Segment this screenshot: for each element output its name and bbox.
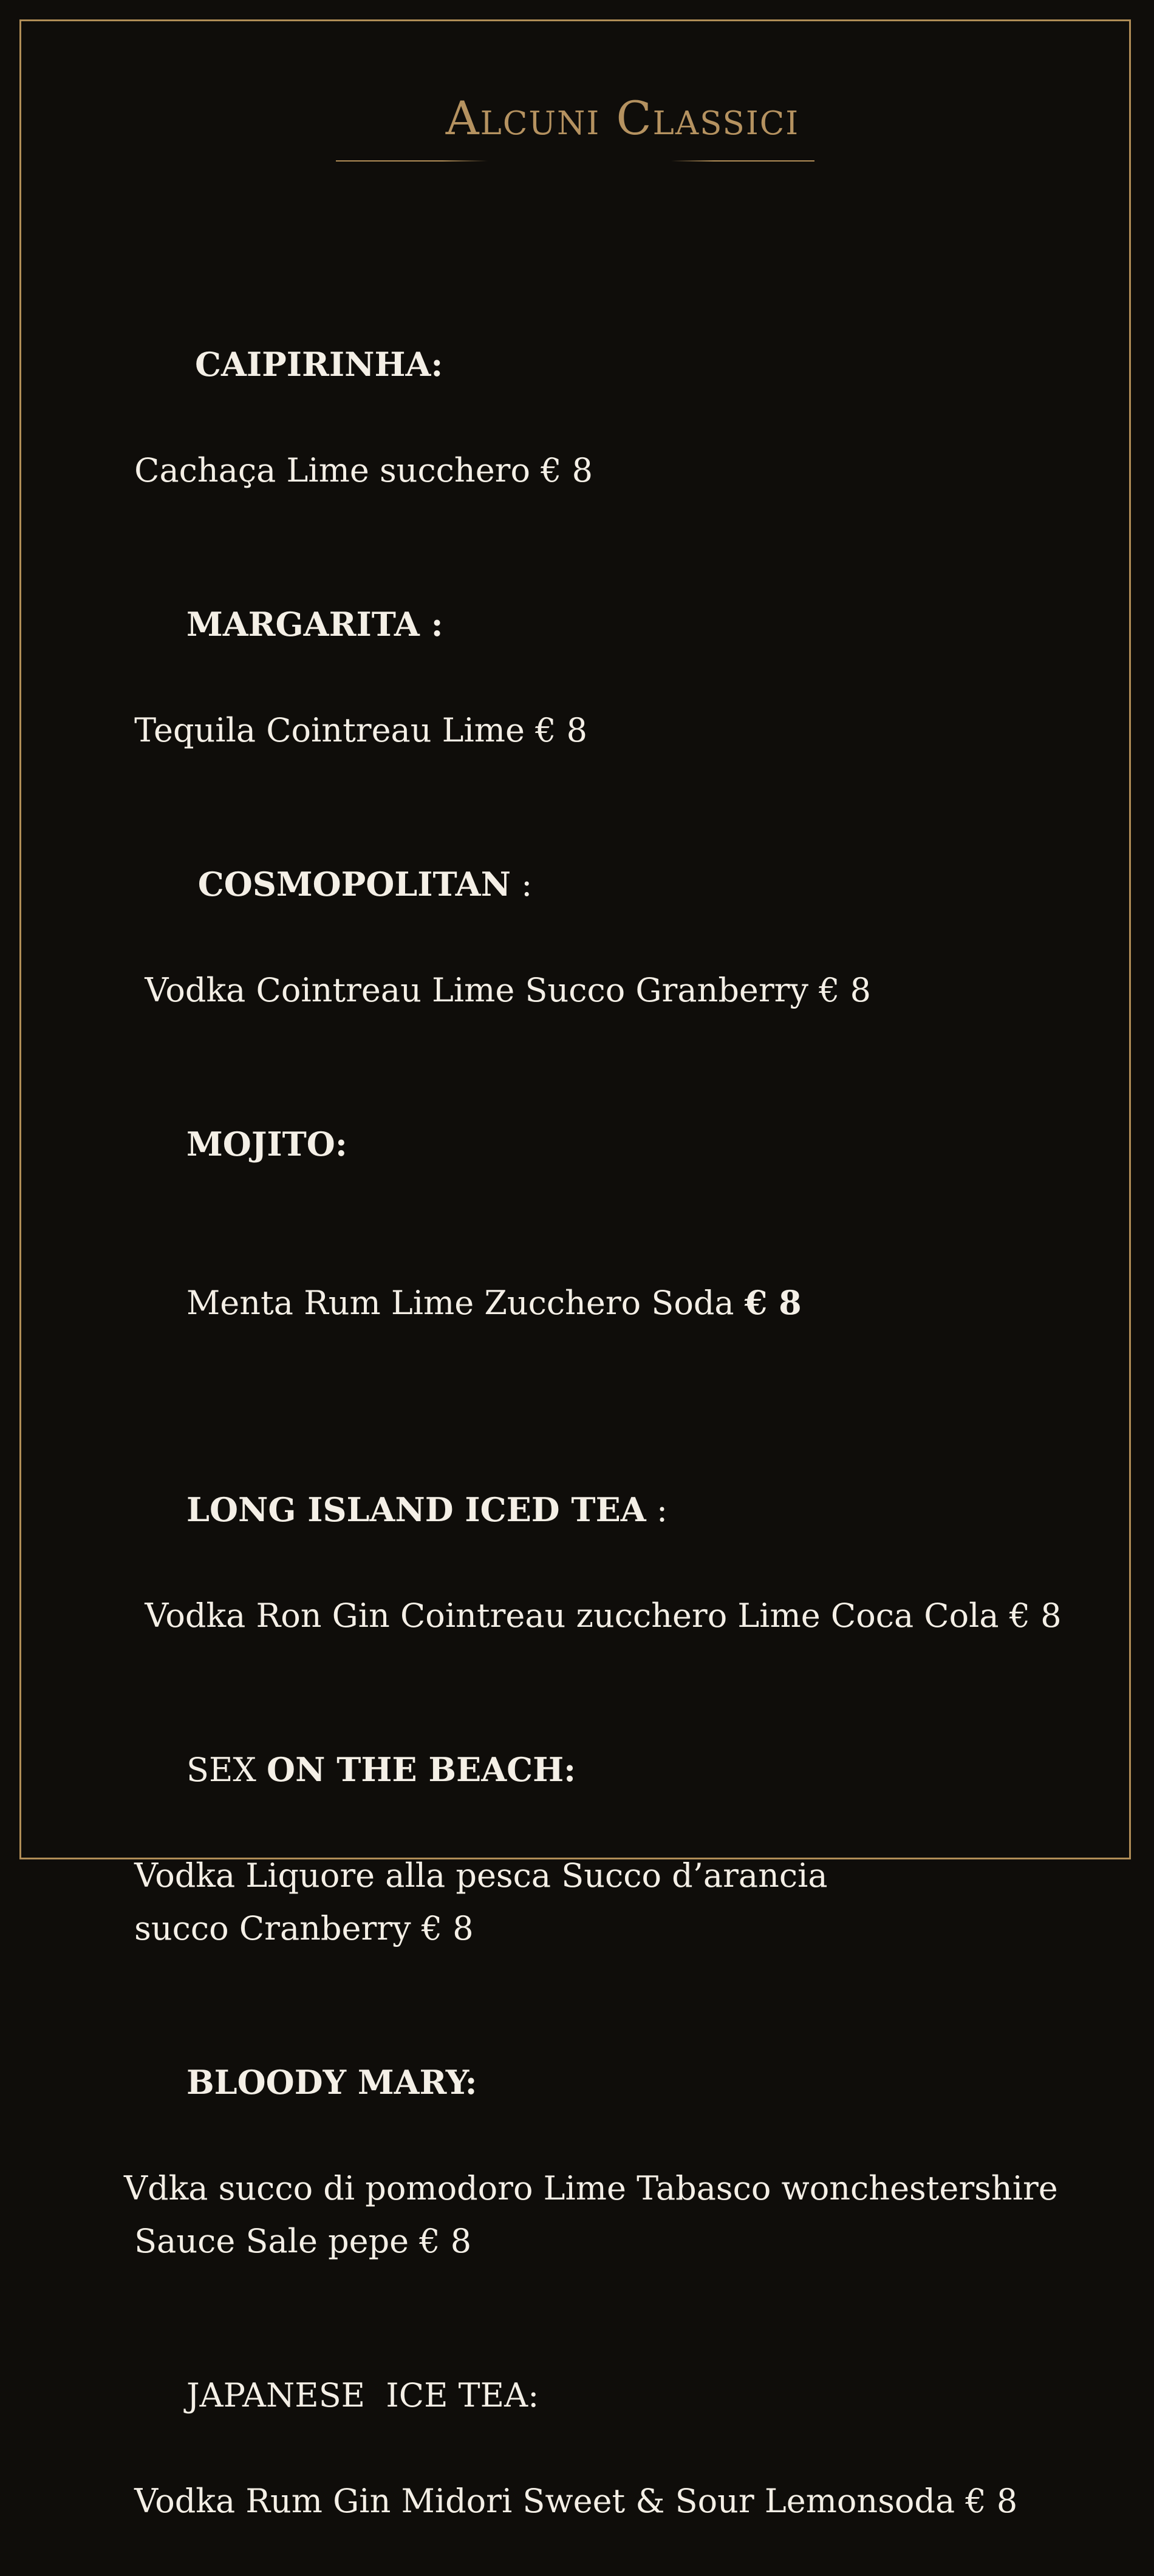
item-name: COSMOPOLITAN <box>186 865 511 904</box>
menu-item-mojito <box>124 1065 1047 1382</box>
item-description-line2: succo Cranberry € 8 <box>124 1909 474 1947</box>
item-description: Vodka Rum Gin Midori Sweet & Sour Lemonsoda € 8 <box>124 2482 1018 2520</box>
item-description: Vodka Ron Gin Cointreau zucchero Lime Coca Cola € 8 <box>124 1596 1062 1635</box>
item-name: BLOODY MARY: <box>186 2063 477 2102</box>
menu-item-margarita <box>124 545 1047 757</box>
title-divider-left <box>336 160 488 162</box>
item-description: Tequila Cointreau Lime € 8 <box>124 711 588 749</box>
item-description: Vodka Liquore alla pesca Succo d’arancia <box>124 1856 828 1895</box>
item-description: Vodka Cointreau Lime Succo Granberry € 8 <box>124 971 872 1009</box>
item-description-line2: Sauce Sale pepe € 8 <box>124 2222 472 2260</box>
item-name-suffix: : <box>646 1491 668 1529</box>
title-divider-right <box>671 160 814 162</box>
menu-item-japanese-ice-tea <box>124 2316 1047 2527</box>
cocktail-list <box>124 285 1062 2576</box>
item-description: Vdka succo di pomodoro Lime Tabasco wonchestershire <box>124 2169 1058 2207</box>
menu-item-bloody-mary <box>124 2003 1058 2268</box>
menu-title: Alcuni Classici <box>445 91 800 145</box>
menu-item-long-island <box>124 1431 1062 1642</box>
item-price: € 8 <box>744 1283 802 1322</box>
item-description: Cachaça Lime succhero € 8 <box>124 451 593 489</box>
menu-item-sex-on-the-beach <box>124 1691 1047 1955</box>
item-name: ON THE BEACH: <box>267 1750 576 1789</box>
item-name: MOJITO: <box>186 1125 347 1164</box>
menu-item-cosmopolitan <box>124 805 1047 1017</box>
item-name: MARGARITA : <box>186 605 443 644</box>
item-name-suffix: : <box>511 865 533 904</box>
menu-item-caipirinha <box>124 285 1047 497</box>
item-description: Menta Rum Lime Zucchero Soda <box>186 1284 745 1322</box>
item-name: CAIPIRINHA: <box>195 345 443 384</box>
item-name-prefix: SEX <box>186 1751 267 1789</box>
item-name: JAPANESE ICE TEA: <box>186 2376 539 2414</box>
item-name: LONG ISLAND ICED TEA <box>186 1490 646 1529</box>
